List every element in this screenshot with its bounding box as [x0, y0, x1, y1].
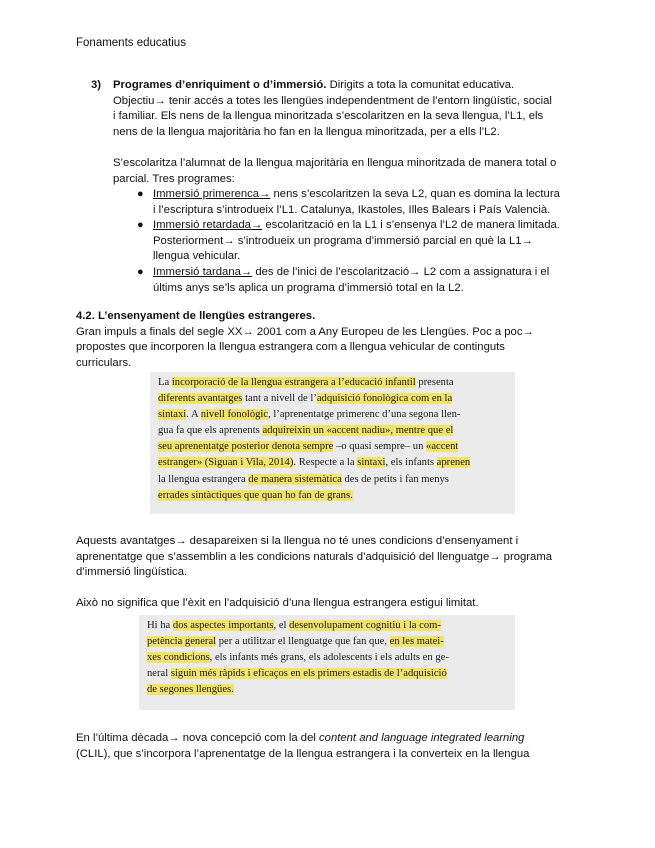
intro-line: parcial. Tres programes:: [113, 172, 235, 185]
clil-term: content and language integrated learning: [319, 732, 525, 744]
highlighted-text: dos aspectes importants: [172, 620, 274, 631]
section-line: propostes que incorporen la llengua estrangera com a llengua vehicular de continguts: [76, 341, 505, 354]
quote-line: [147, 618, 507, 634]
highlighted-text: «accent: [426, 441, 459, 453]
quote-text: Hi ha: [147, 620, 173, 631]
paragraph-line: Aquests avantatges→ desapareixen si la llengua no té unes condicions d’ensenyament i: [76, 535, 519, 547]
item-3-line: i familiar. Els nens de la llengua minoritzada s’escolaritzen en la seva llengua, l’L1, els: [113, 110, 544, 123]
highlighted-text: siguin més ràpids i eficaços en els primers estadis de l’adquisició: [170, 668, 447, 680]
section-4-2: [76, 309, 596, 371]
quote-text: per a utilitzar el llenguatge que fan que,: [216, 636, 390, 648]
quote-line: [158, 375, 507, 391]
highlighted-text: adquisició fonològica com en la: [316, 393, 453, 405]
bullet-icon: ●: [137, 188, 144, 200]
quote-line: [158, 423, 507, 439]
quote-text: neral: [147, 668, 171, 680]
item-3-line: Objectiu→ tenir accés a totes les llengües independentment de l’entorn lingüístic, social: [113, 94, 552, 107]
highlighted-text: adquireixin un «accent nadiu», mentre que el: [262, 425, 454, 437]
item-3-line: nens de la llengua majoritària ho fan en la llengua minoritzada, per a ells l’L2.: [113, 125, 500, 138]
bullet-line: nens s’escolaritzen la seva L2, quan es domina la lectura: [270, 188, 560, 200]
quote-text: . Respecte a la: [293, 457, 358, 469]
highlighted-text: aprenen: [436, 457, 471, 469]
bullet-item: [137, 265, 583, 296]
highlighted-text: de segones llengües.: [147, 684, 234, 696]
quote-text: presenta: [415, 377, 454, 388]
quote-text: , el: [273, 620, 290, 631]
clil-line: En l’última dècada→ nova concepció com la del: [76, 732, 320, 744]
bullet-icon: ●: [137, 266, 144, 278]
quote-text: La: [158, 377, 172, 388]
section-line: curriculars.: [76, 356, 132, 369]
item-number: 3): [91, 79, 102, 91]
quote-line: [158, 455, 507, 471]
quote-line: [147, 650, 507, 666]
page-header: Fonaments educatius: [76, 37, 186, 49]
quote-line: [158, 488, 507, 504]
quote-line: [158, 391, 507, 407]
bullet-line: escolarització en la L1 i s’ensenya l’L2 de manera limitada.: [262, 219, 560, 231]
bullet-icon: ●: [137, 219, 144, 231]
intro-line: S’escolaritza l’alumnat de la llengua majoritària en llengua minoritzada de manera total o: [113, 157, 557, 169]
highlighted-text: sintaxi: [158, 409, 187, 421]
highlighted-text: en les matei-: [389, 636, 444, 648]
bullet-item: [137, 187, 583, 218]
bullet-line: últims anys se’ls aplica un programa d’immersió total en la L2.: [153, 281, 464, 294]
item-3-line: Dirigits a tota la comunitat educativa.: [326, 79, 515, 91]
paragraph-clil: [76, 731, 596, 762]
item-3: [91, 78, 583, 140]
quote-text: gua fa que els aprenents: [158, 425, 263, 437]
quote-text: tant a nivell de l’: [242, 393, 317, 405]
bullet-line: des de l’inici de l’escolarització→ L2 com a assignatura i el: [252, 266, 550, 278]
item-3-title: Programes d’enriquiment o d’immersió.: [113, 79, 327, 91]
quote-line: [147, 666, 507, 682]
quote-line: [158, 472, 507, 488]
highlighted-text: diferents avantatges: [158, 393, 243, 405]
paragraph-line: d’immersió lingüística.: [76, 566, 188, 579]
quote-text: , els infants més grans, els adolescents i els adults en ge-: [209, 652, 449, 664]
intro-paragraph: [113, 156, 593, 187]
bullet-item: [137, 218, 583, 265]
section-heading: 4.2. L’ensenyament de llengües estrangeres.: [76, 310, 316, 322]
quote-text: des de petits i fan menys: [341, 473, 449, 485]
quote-line: [158, 407, 507, 423]
highlighted-text: errades sintàctiques que quan ho fan de grans.: [158, 489, 353, 501]
quote-text: , l’aprenentatge primerenc d’una segona llen-: [268, 409, 461, 421]
quote-excerpt-2: [139, 615, 515, 710]
quote-text: . A: [186, 409, 201, 421]
bullet-term: Immersió primerenca→: [153, 188, 271, 200]
quote-text: la llengua estrangera: [158, 473, 249, 485]
highlighted-text: desenvolupament cognitiu i la com-: [289, 620, 441, 631]
bullet-line: i l’escriptura s’introdueix l’L1. Catalunya, Ikastoles, Illes Balears i País Valencià.: [153, 203, 551, 216]
quote-line: [147, 682, 507, 698]
quote-line: [158, 439, 507, 455]
highlighted-text: nivell fonològic: [200, 409, 269, 421]
quote-excerpt-1: [150, 372, 515, 514]
bullet-line: Posteriorment→ s’introdueix un programa d’immersió parcial en què la L1→: [153, 234, 533, 247]
paragraph-avantatges: [76, 534, 596, 581]
section-line: Gran impuls a finals del segle XX→ 2001 com a Any Europeu de les Llengües. Poc a poc→: [76, 325, 534, 338]
paragraph-line: aprenentatge que s’assemblin a les condicions naturals d’adquisició del llenguatge→ programa: [76, 550, 553, 563]
highlighted-text: incorporació de la llengua estrangera a l’educació infantil: [171, 377, 416, 388]
highlighted-text: sintaxi: [357, 457, 386, 469]
quote-text: , els infants: [385, 457, 437, 469]
paragraph-exit: Això no significa que l’èxit en l’adquisició d’una llengua estrangera estigui limitat.: [76, 597, 479, 609]
quote-line: [147, 634, 507, 650]
bullet-term: Immersió tardana→: [153, 266, 253, 278]
clil-line: (CLIL), que s’incorpora l’aprenentatge de la llengua estrangera i la converteix en la llengua: [76, 747, 530, 760]
bullet-term: Immersió retardada→: [153, 219, 263, 231]
bullet-line: llengua vehicular.: [153, 250, 241, 263]
highlighted-text: petència general: [147, 636, 217, 648]
highlighted-text: xes condicions: [147, 652, 210, 664]
highlighted-text: estranger» (Siguan i Vila, 2014): [158, 457, 294, 469]
quote-text: –o quasi sempre– un: [333, 441, 427, 453]
highlighted-text: de manera sistemàtica: [248, 473, 342, 485]
highlighted-text: seu aprenentatge posterior denota sempre: [158, 441, 334, 453]
